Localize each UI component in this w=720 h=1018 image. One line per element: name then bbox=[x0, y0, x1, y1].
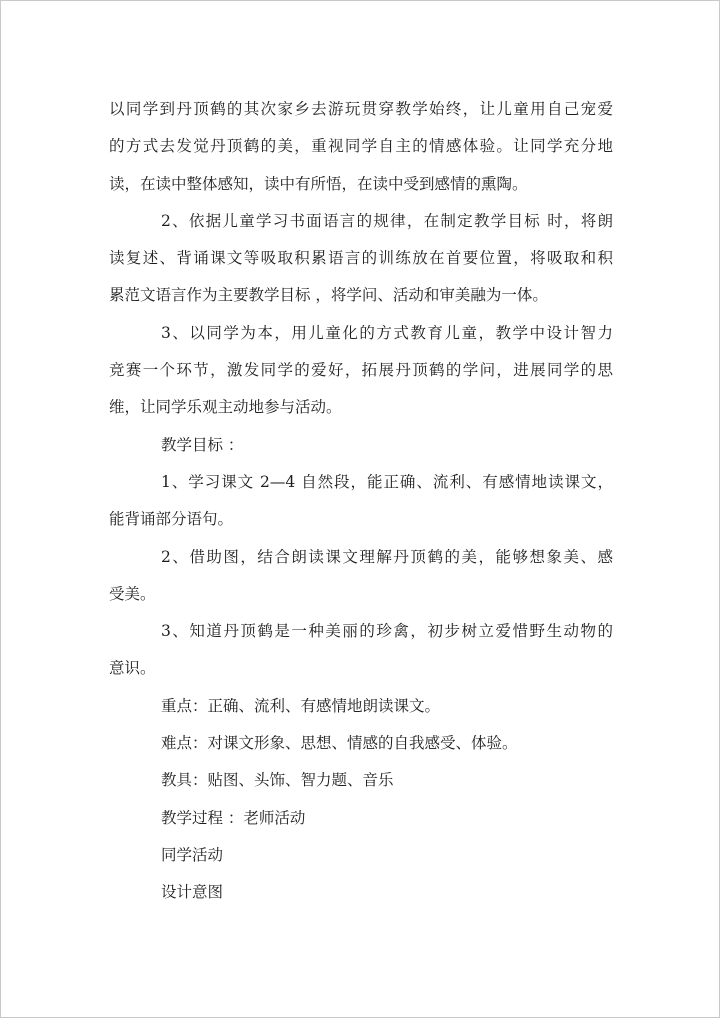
text-line: 2、依据儿童学习书面语言的规律，在制定教学目标 时，将朗 bbox=[161, 211, 613, 230]
text-line: 重点：正确、流利、有感情地朗读课文。 bbox=[161, 696, 441, 715]
text-line: 竞赛一个环节，激发同学的爱好，拓展丹顶鹤的学问，进展同学的思 bbox=[109, 361, 613, 380]
text-line: 以同学到丹顶鹤的其次家乡去游玩贯穿教学始终，让儿童用自己宠爱 bbox=[109, 100, 613, 118]
text-line: 意识。 bbox=[109, 659, 156, 678]
text-line: 能背诵部分语句。 bbox=[109, 510, 234, 529]
text-line: 3、以同学为本，用儿童化的方式教育儿童，教学中设计智力 bbox=[161, 323, 613, 342]
text-line: 设计意图 bbox=[161, 883, 224, 902]
text-line: 同学活动 bbox=[161, 845, 224, 864]
text-line: 教学过程 ：老师活动 bbox=[161, 808, 306, 827]
text-line: 的方式去发觉丹顶鹤的美，重视同学自主的情感体验。让同学充分地 bbox=[109, 137, 613, 156]
text-line: 维，让同学乐观主动地参与活动。 bbox=[109, 398, 342, 417]
text-line: 3、知道丹顶鹤是一种美丽的珍禽，初步树立爱惜野生动物的 bbox=[161, 622, 613, 641]
text-line: 读复述、背诵课文等吸取积累语言的训练放在首要位置，将吸取和积 bbox=[109, 249, 613, 268]
document-body bbox=[109, 91, 613, 912]
text-line: 难点：对课文形象、思想、情感的自我感受、体验。 bbox=[161, 734, 518, 753]
text-line: 教具：贴图、头饰、智力题、音乐 bbox=[161, 771, 394, 790]
section-heading: 教学目标 ： bbox=[161, 435, 244, 454]
text-line: 读，在读中整体感知，读中有所悟，在读中受到感情的熏陶。 bbox=[109, 174, 528, 193]
text-line: 受美。 bbox=[109, 584, 156, 603]
text-line: 1、学习课文 2—4 自然段，能正确、流利、有感情地读课文， bbox=[161, 472, 613, 491]
text-line: 2、借助图，结合朗读课文理解丹顶鹤的美，能够想象美、感 bbox=[161, 547, 613, 566]
text-line: 累范文语言作为主要教学目标 ，将学问、活动和审美融为一体。 bbox=[109, 286, 548, 305]
